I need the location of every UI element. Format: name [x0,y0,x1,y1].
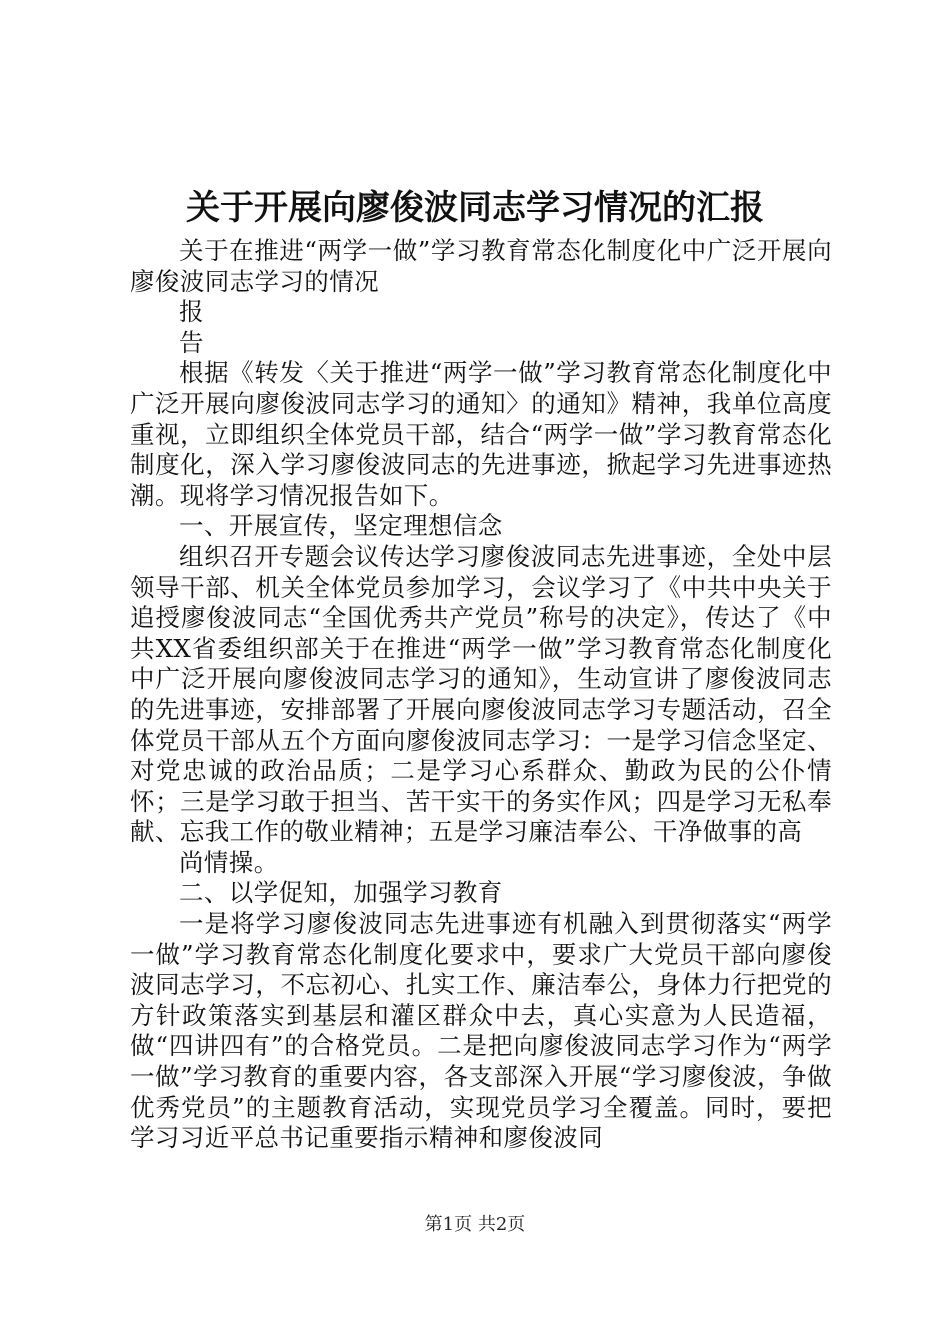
section-heading-1: 一、开展宣传，坚定理想信念 [179,511,503,541]
page-number: 第1页 共2页 [424,1214,526,1235]
document-title: 关于开展向廖俊波同志学习情况的汇报 [186,188,764,228]
document-body [130,236,832,1154]
paragraph-section-1-end: 尚情操。 [179,847,279,877]
section-heading-2: 二、以学促知，加强学习教育 [179,878,503,908]
paragraph-section-2: 一是将学习廖俊波同志先进事迹有机融入到贯彻落实“两学一做”学习教育常态化制度化要求中，要求广大党员干部向廖俊波同志学习，不忘初心、扎实工作、廉洁奉公，身体力行把党的方针政策落实到基层和灌区群众中去，真心实意为人民造福，做“四讲四有”的合格党员。二是把向廖俊波同志学习作为“两学一做”学习教育的重要内容，各支部深入开展“学习廖俊波，争做优秀党员”的主题教育活动，实现党员学习全覆盖。同时，要把学习习近平总书记重要指示精神和廖俊波同 [130,909,832,1153]
paragraph-subtitle: 关于在推进“两学一做”学习教育常态化制度化中广泛开展向廖俊波同志学习的情况 [130,236,832,296]
paragraph-intro: 根据《转发〈关于推进“两学一做”学习教育常态化制度化中广泛开展向廖俊波同志学习的通知〉的通知》精神，我单位高度重视，立即组织全体党员干部，结合“两学一做”学习教育常态化制度化，深入学习廖俊波同志的先进事迹，掀起学习先进事迹热潮。现将学习情况报告如下。 [130,358,832,510]
paragraph-section-1: 组织召开专题会议传达学习廖俊波同志先进事迹，全处中层领导干部、机关全体党员参加学习，会议学习了《中共中央关于追授廖俊波同志“全国优秀共产党员”称号的决定》，传达了《中共XX省委组织部关于在推进“两学一做”学习教育常态化制度化中广泛开展向廖俊波同志学习的通知》，生动宣讲了廖俊波同志的先进事迹，安排部署了开展向廖俊波同志学习专题活动，召全体党员干部从五个方面向廖俊波同志学习：一是学习信念坚定、对党忠诚的政治品质；二是学习心系群众、勤政为民的公仆情怀；三是学习敢于担当、苦干实干的务实作风；四是学习无私奉献、忘我工作的敬业精神；五是学习廉洁奉公、干净做事的高 [130,541,832,847]
paragraph-bao: 报 [179,297,204,327]
paragraph-gao: 告 [179,327,204,357]
